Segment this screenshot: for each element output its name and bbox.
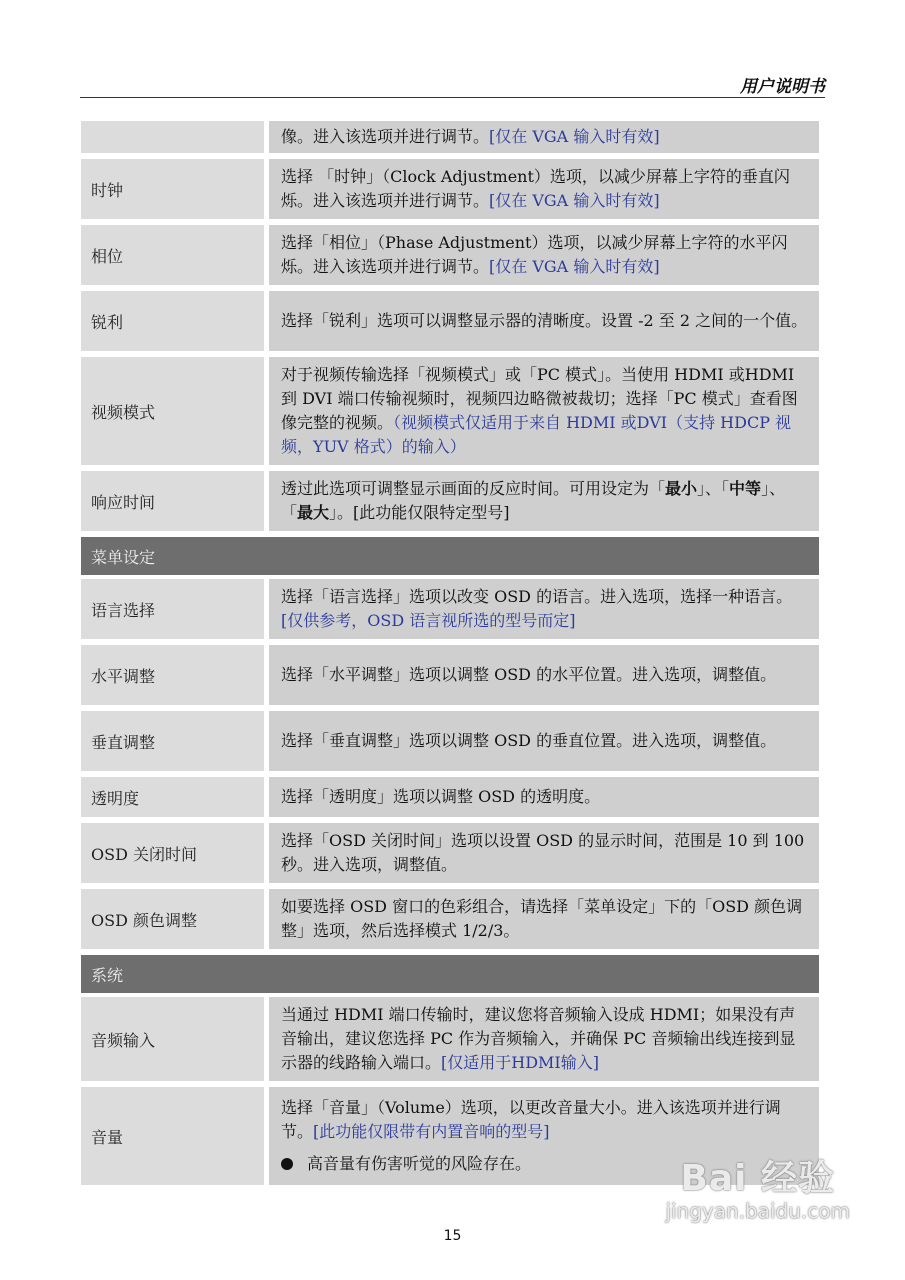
description-text: 选择「垂直调整」选项以调整 OSD 的垂直位置。进入选项，调整值。	[281, 731, 777, 750]
row-label: OSD 关闭时间	[81, 823, 264, 885]
description-note: [仅在 VGA 输入时有效]	[489, 127, 660, 146]
row-description	[269, 645, 819, 707]
baidu-jingyan-watermark	[665, 1150, 850, 1223]
description-text: 像。进入该选项并进行调节。	[281, 127, 490, 146]
row-description	[269, 711, 819, 773]
option-minimum: 最小	[665, 479, 698, 498]
row-description	[269, 471, 819, 533]
row-label: 垂直调整	[81, 711, 264, 773]
table-row-language	[81, 579, 819, 641]
header-divider	[80, 97, 825, 98]
bullet-dot-icon	[281, 1158, 293, 1170]
row-label: 透明度	[81, 777, 264, 819]
description-text: 选择「透明度」选项以调整 OSD 的透明度。	[281, 787, 601, 806]
description-text: 」。[此功能仅限特定型号]	[329, 503, 510, 522]
description-note: （视频模式仅适用于来自 HDMI 或DVI（支持 HDCP 视频，YUV 格式）的输入）	[281, 413, 792, 456]
row-description	[269, 225, 819, 287]
table-row-response-time	[81, 471, 819, 533]
row-description	[269, 997, 819, 1083]
description-text: 选择「水平调整」选项以调整 OSD 的水平位置。进入选项，调整值。	[281, 665, 777, 684]
row-label: 响应时间	[81, 471, 264, 533]
row-description	[269, 291, 819, 353]
table-row-v-position	[81, 711, 819, 773]
description-note: [此功能仅限带有内置音响的型号]	[313, 1122, 550, 1141]
row-label: 水平调整	[81, 645, 264, 707]
row-description	[269, 159, 819, 221]
description-text: 选择「相位」（Phase Adjustment）选项，以减少屏幕上字符的水平闪烁。进入该选项并进行调节。	[281, 233, 788, 276]
document-header-title: 用户说明书	[740, 77, 825, 97]
description-text: 」、「	[697, 479, 730, 498]
row-label: 语言选择	[81, 579, 264, 641]
row-label: 音量	[81, 1087, 264, 1187]
row-label: 视频模式	[81, 357, 264, 467]
table-row-audio-input	[81, 997, 819, 1083]
table-row-osd-color	[81, 889, 819, 951]
row-description	[269, 889, 819, 951]
description-text: 选择「锐利」选项可以调整显示器的清晰度。设置 -2 至 2 之间的一个值。	[281, 311, 808, 330]
description-text: 」、「	[281, 479, 786, 522]
table-row-image-continued	[81, 121, 819, 155]
description-text: 选择「语言选择」选项以改变 OSD 的语言。进入选项，选择一种语言。	[281, 587, 793, 606]
description-note: [仅在 VGA 输入时有效]	[489, 191, 660, 210]
section-header-menu-settings: 菜单设定	[81, 537, 819, 575]
description-text: 选择「音量」（Volume）选项，以更改音量大小。进入该选项并进行调节。	[281, 1098, 781, 1141]
watermark-url: jingyan.baidu.com	[665, 1199, 850, 1223]
description-text: 对于视频传输选择「视频模式」或「PC 模式」。当使用 HDMI 或HDMI 到 DVI 端口传输视频时，视频四边略微被裁切；选择「PC 模式」查看图像完整的视频。	[281, 365, 798, 432]
option-medium: 中等	[729, 479, 762, 498]
row-label: 相位	[81, 225, 264, 287]
row-description	[269, 823, 819, 885]
option-maximum: 最大	[297, 503, 330, 522]
table-row-sharpness	[81, 291, 819, 353]
row-label: OSD 颜色调整	[81, 889, 264, 951]
table-row-transparency	[81, 777, 819, 819]
table-row-osd-timeout	[81, 823, 819, 885]
description-text: 透过此选项可调整显示画面的反应时间。可用设定为「	[281, 479, 666, 498]
description-note: [仅供参考，OSD 语言视所选的型号而定]	[281, 611, 576, 630]
page-number: 15	[443, 1228, 462, 1244]
row-description	[269, 777, 819, 819]
row-label: 音频输入	[81, 997, 264, 1083]
row-label	[81, 121, 264, 155]
description-text: 如要选择 OSD 窗口的色彩组合，请选择「菜单设定」下的「OSD 颜色调整」选项，然后选择模式 1/2/3。	[281, 897, 803, 940]
warning-text: 高音量有伤害听觉的风险存在。	[307, 1154, 532, 1173]
description-text: 当通过 HDMI 端口传输时，建议您将音频输入设成 HDMI；如果没有声音输出，建议您选择 PC 作为音频输入，并确保 PC 音频输出线连接到显示器的线路输入端口。	[281, 1005, 796, 1072]
row-description	[269, 121, 819, 155]
description-text: 选择「OSD 关闭时间」选项以设置 OSD 的显示时间，范围是 10 到 100 秒。进入选项，调整值。	[281, 831, 805, 874]
row-description	[269, 357, 819, 467]
settings-table	[81, 121, 819, 1191]
description-note: [仅适用于HDMI输入]	[441, 1053, 599, 1072]
table-row-h-position	[81, 645, 819, 707]
table-row-clock	[81, 159, 819, 221]
row-label: 时钟	[81, 159, 264, 221]
table-row-video-mode	[81, 357, 819, 467]
watermark-logo: Bai 经验	[680, 1158, 836, 1199]
row-label: 锐利	[81, 291, 264, 353]
description-text: 选择 「时钟」（Clock Adjustment）选项，以减少屏幕上字符的垂直闪烁。进入该选项并进行调节。	[281, 167, 790, 210]
row-description	[269, 579, 819, 641]
table-row-phase	[81, 225, 819, 287]
section-header-system: 系统	[81, 955, 819, 993]
description-note: [仅在 VGA 输入时有效]	[489, 257, 660, 276]
